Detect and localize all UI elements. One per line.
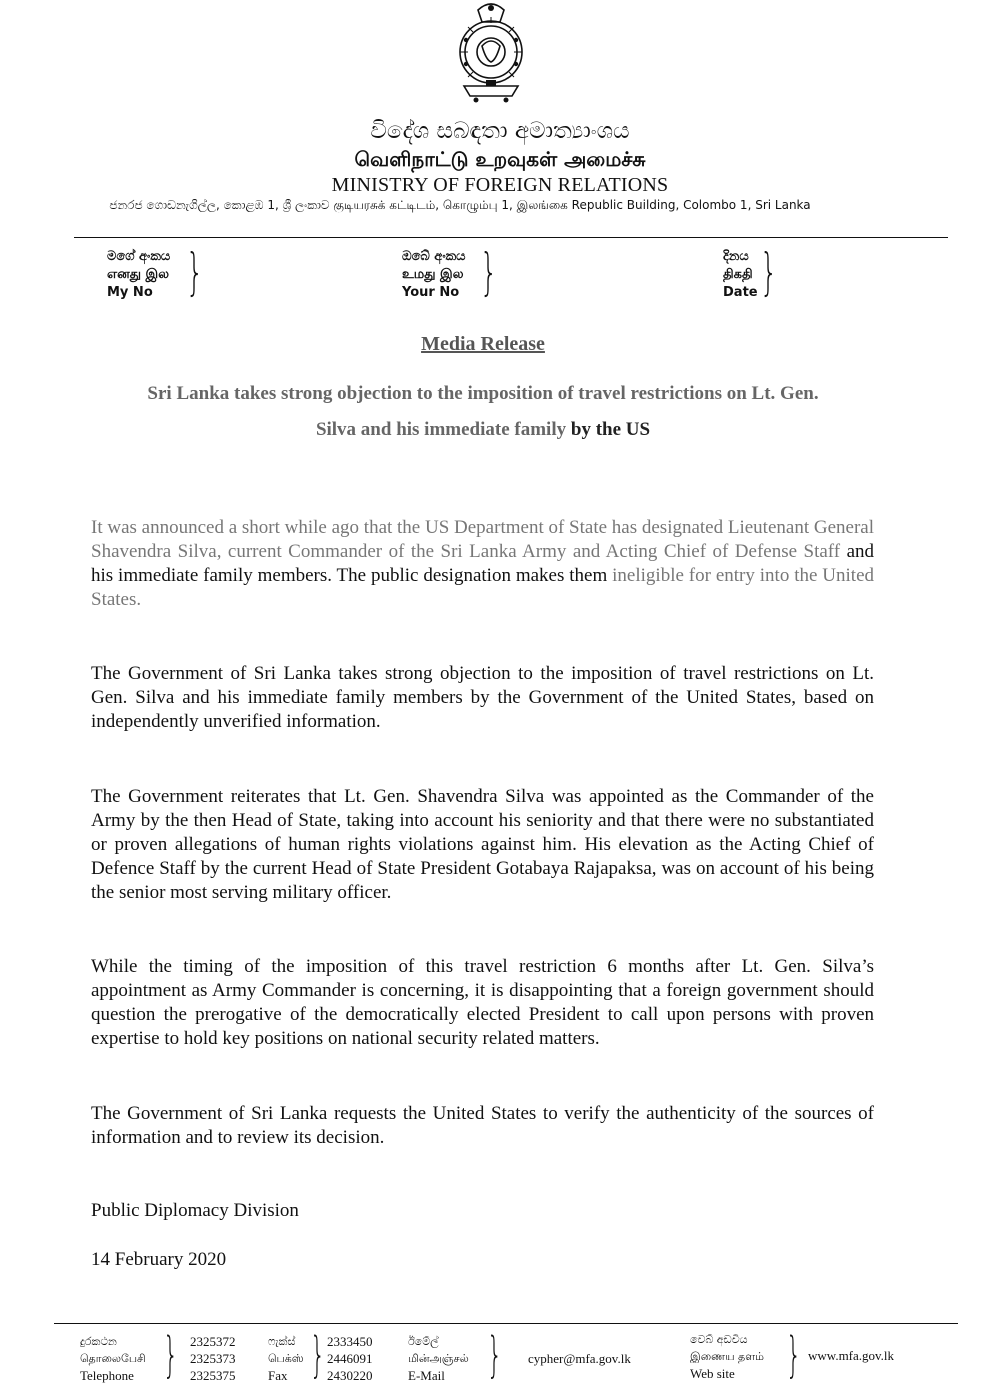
footer-fax-en: Fax [268,1368,288,1383]
paragraph-5: The Government of Sri Lanka requests the United States to verify the authenticity of the sources of information and to review its decision. [91,1103,874,1148]
fax-number: 2446091 [327,1351,373,1366]
ref-brace-icon: } [186,243,204,301]
ref-my-no-ta: எனது இல [107,267,169,282]
paragraph-3: The Government reiterates that Lt. Gen. Shavendra Silva was appointed as the Commander of the Army by the then Head of State, taking into account his seniority and that there were no substantiated or proven allegations of human rights violations against him. His elevation as the Acting Chief of Defence Staff by the current Head of State President Gotabaya Rajapaksa, was on account of his being the senior most serving military officer. [91,786,874,903]
sri-lanka-emblem [456,0,526,104]
paragraph-1-part-b: and his immediate family members. The public designation makes them [91,541,875,586]
footer-email-labels [408,1333,469,1384]
ref-date-si: දිනය [723,249,749,264]
footer-telephone-labels [80,1333,146,1384]
telephone-number: 2325375 [190,1368,236,1383]
telephone-number: 2325373 [190,1351,236,1366]
footer-fax-si: ෆැක්ස් [268,1335,296,1348]
fax-number: 2333450 [327,1334,373,1349]
ministry-address: ජනරජ ගොඩනැගිල්ල, කොළඹ 1, ශ්‍රී ලංකාව குடியரசுக் கட்டிடம், கொழும்பு 1, இலங்கை Republic Building, Colombo 1, Sri Lanka [109,198,811,212]
ref-your-no-ta: உமது இல [402,267,464,282]
footer-brace-icon: } [487,1327,503,1383]
ministry-name-sinhala: විදේශ සබඳතා අමාත්‍යාංශය [370,118,630,144]
paragraph-4: While the timing of the imposition of this travel restriction 6 months after Lt. Gen. Silva’s appointment as Army Commander is concerning, it is disappointing that a foreign government should question the prerogative of the democratically elected President to call upon persons with proven expertise to hold key positions on national security related matters. [91,956,874,1049]
signoff-division: Public Diplomacy Division [91,1200,299,1221]
ref-my-no-en: My No [107,285,153,300]
footer-fax-numbers [327,1333,373,1384]
ministry-name-tamil: வெளிநாட்டு உறவுகள் அமைச்சு [354,147,646,171]
footer-telephone-numbers [190,1333,236,1384]
ref-brace-icon: } [760,243,778,301]
footer-fax-labels [268,1333,304,1384]
paragraph-1-part-c: ineligible for entry into the United States. [91,565,875,610]
footer-website-ta: இணைய தளம் [690,1350,764,1363]
fax-number: 2430220 [327,1368,373,1383]
ref-brace-icon: } [480,243,498,301]
footer-email-ta: மின்அஞ்சல் [408,1352,469,1365]
footer-brace-icon: } [163,1327,179,1383]
paragraph-1-part-a: It was announced a short while ago that the US Department of State has designated Lieutenant General Shavendra Silva, current Commander of the Sri Lanka Army and Acting Chief of Defense Staff [91,517,874,562]
header-divider [74,237,948,238]
footer-brace-icon: } [786,1327,802,1383]
ministry-name-english: MINISTRY OF FOREIGN RELATIONS [331,174,669,196]
ref-date [723,248,758,302]
footer-telephone-ta: தொலைபேசி [80,1352,146,1365]
ref-your-no [402,248,466,302]
paragraph-1 [91,516,874,612]
footer-email-link[interactable]: cypher@mfa.gov.lk [528,1351,631,1366]
media-release-label: Media Release [421,333,545,355]
ref-date-ta: திகதி [723,267,753,282]
footer-website-si: වෙබ් අඩවිය [690,1333,748,1346]
footer-telephone-si: දුරකථන [80,1335,117,1348]
ref-my-no-si: මගේ අංකය [107,249,171,264]
footer-telephone-en: Telephone [80,1368,134,1383]
footer-website-en: Web site [690,1366,735,1381]
footer-email-en: E-Mail [408,1368,445,1383]
signoff-date: 14 February 2020 [91,1249,227,1270]
footer-divider [54,1323,958,1324]
footer-website-labels [690,1331,764,1382]
ref-your-no-si: ඔබේ අංකය [402,249,466,264]
headline-line-2-b: by the US [566,419,651,440]
paragraph-2: The Government of Sri Lanka takes strong objection to the imposition of travel restrictions on Lt. Gen. Silva and his immediate family members by the Government of the United States, based on independently unverified information. [91,663,874,732]
headline-line-2-a: Silva and his immediate family [315,419,567,440]
footer-fax-ta: பெக்ஸ் [268,1352,304,1365]
footer-website-link[interactable]: www.mfa.gov.lk [808,1348,895,1363]
headline-line-2 [0,419,966,441]
headline-line-1: Sri Lanka takes strong objection to the imposition of travel restrictions on Lt. Gen. [147,383,819,404]
ref-my-no [107,248,170,302]
footer-brace-icon: } [310,1327,326,1383]
telephone-number: 2325372 [190,1334,236,1349]
footer-email-si: ඊමේල් [408,1335,439,1348]
ref-date-en: Date [723,285,758,300]
ref-your-no-en: Your No [402,285,460,300]
